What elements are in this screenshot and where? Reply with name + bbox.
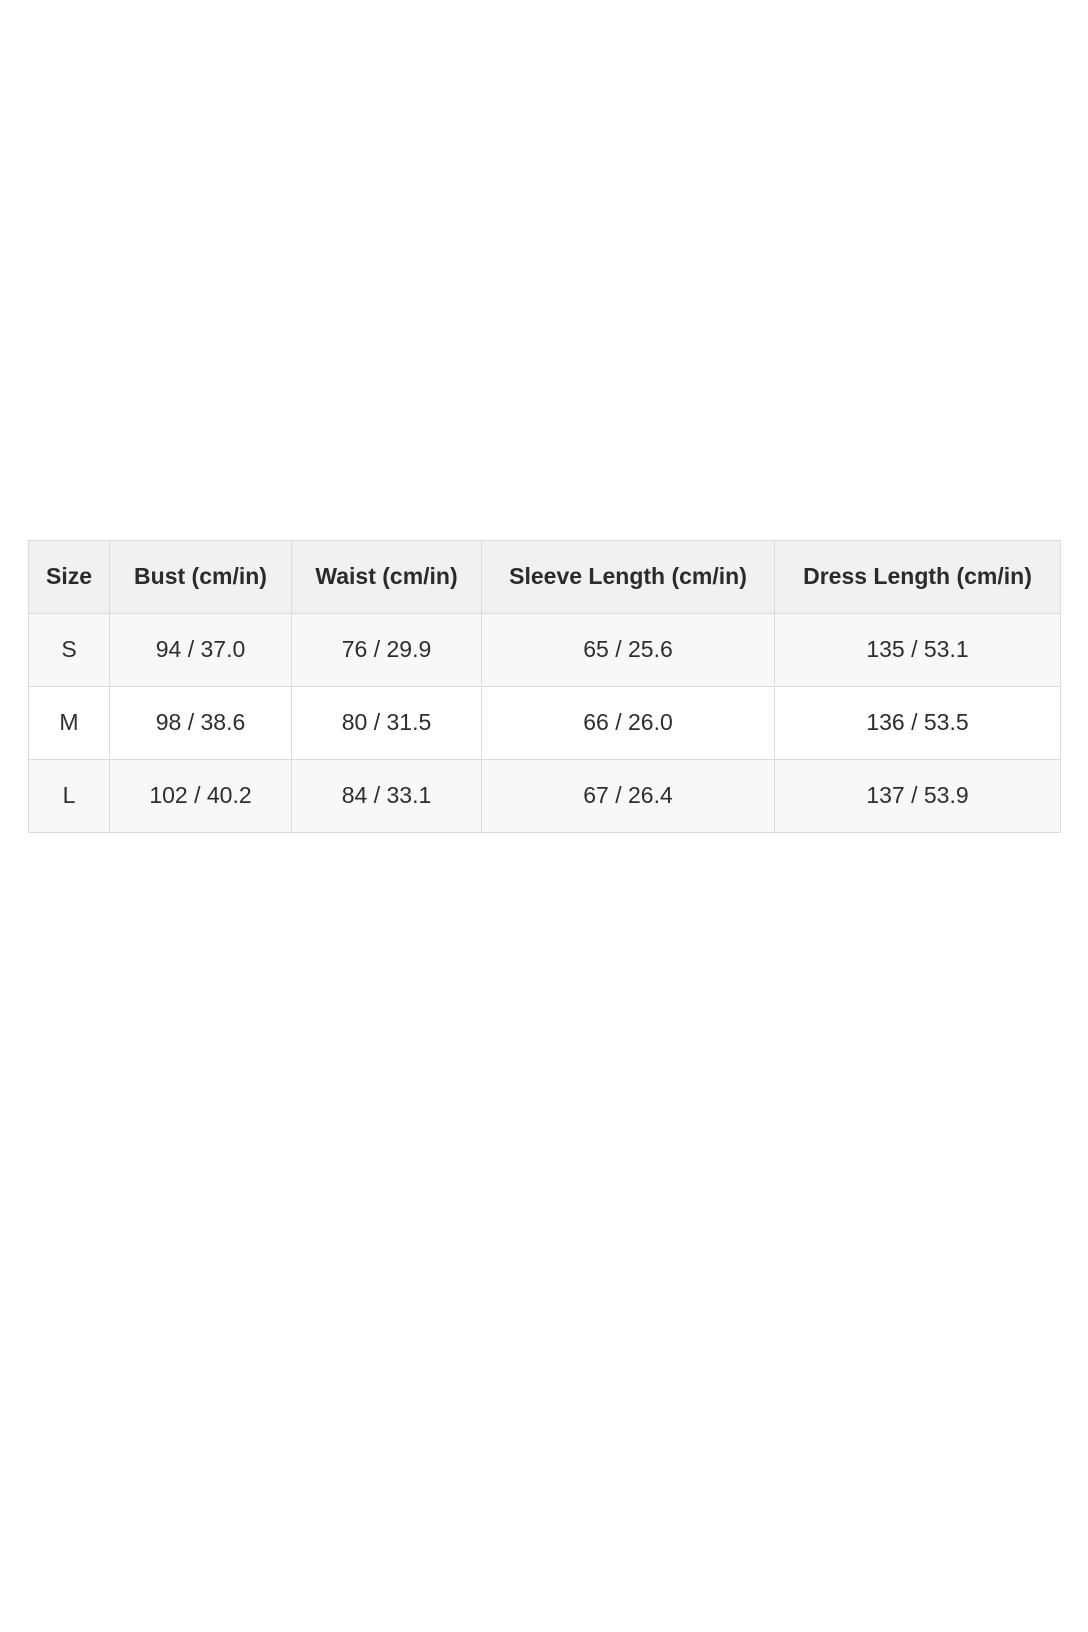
cell-dress-length: 135 / 53.1 [775,614,1061,687]
header-cell-sleeve-length: Sleeve Length (cm/in) [482,541,775,614]
header-row [29,541,1061,614]
cell-waist: 76 / 29.9 [292,614,482,687]
table-row-size-s [29,614,1061,687]
cell-waist: 84 / 33.1 [292,760,482,833]
cell-bust: 102 / 40.2 [110,760,292,833]
cell-size: S [29,614,110,687]
cell-dress-length: 136 / 53.5 [775,687,1061,760]
cell-sleeve-length: 65 / 25.6 [482,614,775,687]
cell-sleeve-length: 66 / 26.0 [482,687,775,760]
table-row-size-l [29,760,1061,833]
table-row-size-m [29,687,1061,760]
size-chart-table [28,540,1061,833]
header-cell-bust: Bust (cm/in) [110,541,292,614]
cell-size: L [29,760,110,833]
cell-sleeve-length: 67 / 26.4 [482,760,775,833]
header-cell-waist: Waist (cm/in) [292,541,482,614]
cell-size: M [29,687,110,760]
cell-dress-length: 137 / 53.9 [775,760,1061,833]
header-cell-size: Size [29,541,110,614]
cell-bust: 94 / 37.0 [110,614,292,687]
cell-waist: 80 / 31.5 [292,687,482,760]
header-cell-dress-length: Dress Length (cm/in) [775,541,1061,614]
cell-bust: 98 / 38.6 [110,687,292,760]
